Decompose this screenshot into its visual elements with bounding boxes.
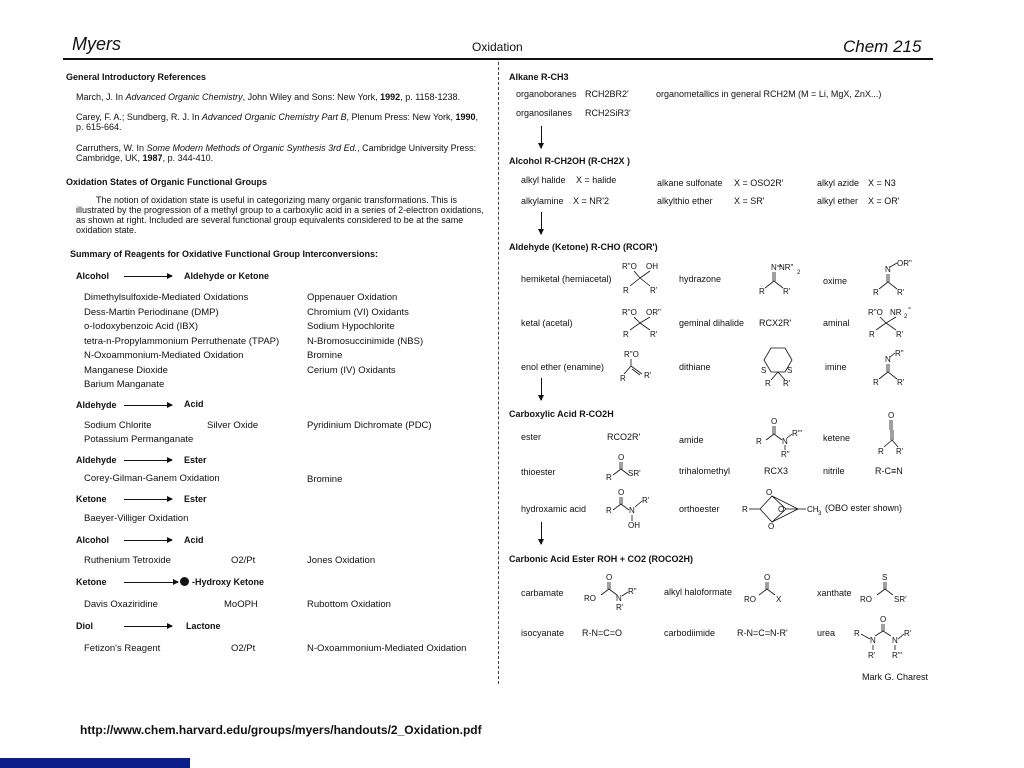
alcohol-item: X = N3 (868, 178, 896, 188)
t1-reagent: Cerium (IV) Oxidants (307, 365, 396, 376)
svg-text:R': R' (904, 629, 912, 638)
alcohol-item: X = OSO2R' (734, 178, 784, 188)
alcohol-heading: Alcohol R-CH2OH (R-CH2X ) (509, 156, 630, 166)
svg-text:N: N (771, 263, 777, 272)
course-name: Chem 215 (843, 37, 922, 56)
svg-text:N: N (892, 636, 898, 645)
alcohol-item: alkyl ether (817, 196, 859, 206)
reference-1: March, J. In Advanced Organic Chemistry, John Wiley and Sons: New York, 1992, p. 1158-1238. (76, 92, 461, 102)
svg-text:R: R (869, 330, 875, 339)
acid-item: ketene (823, 433, 851, 443)
svg-text:O: O (771, 417, 778, 426)
acid-item: orthoester (679, 504, 720, 514)
alcohol-item: alkyl halide (521, 175, 566, 185)
oxidation-states-paragraph: The notion of oxidation state is useful in categorizing many organic transformations. This is illustrated by the progression of a methyl group to a carboxylic acid in a series of 2-electron oxidations, as shown at right. Included are several functional group equivalents considered to be at the same oxidation state. (76, 195, 484, 235)
carbonic-item: alkyl haloformate (664, 587, 733, 597)
oxime-structure (873, 258, 919, 296)
aminal-structure (866, 306, 922, 338)
svg-text:R: R (623, 286, 629, 295)
t6-reagent: Rubottom Oxidation (307, 599, 391, 610)
acid-item: RCX3 (764, 466, 789, 476)
alkane-item: RCH2SiR3' (585, 108, 631, 118)
hydroxamic-acid-structure (604, 486, 664, 530)
svg-text:S: S (761, 366, 767, 375)
urea-structure (852, 614, 918, 660)
svg-text:X: X (776, 595, 782, 604)
t4-arrow (124, 499, 172, 500)
svg-text:CH: CH (807, 505, 819, 514)
progress-arrow (541, 126, 542, 148)
t7-reagent: O2/Pt (231, 643, 256, 654)
hemiketal-structure (620, 260, 664, 294)
acid-heading: Carboxylic Acid R-CO2H (509, 409, 614, 419)
carbonic-item: carbamate (521, 588, 564, 598)
alkane-item: organoboranes (516, 89, 577, 99)
t1-reagent: Oppenauer Oxidation (307, 292, 398, 303)
svg-text:R"O: R"O (622, 308, 637, 317)
svg-text:R': R' (783, 287, 791, 296)
alcohol-item: alkylamine (521, 196, 564, 206)
slide-accent-bar (0, 758, 190, 768)
svg-text:R"O: R"O (624, 350, 639, 359)
svg-text:R': R' (616, 603, 624, 612)
alcohol-item: X = halide (576, 175, 617, 185)
svg-text:R: R (759, 287, 765, 296)
haloformate-structure (744, 572, 790, 606)
acid-item: amide (679, 435, 704, 445)
svg-text:3: 3 (818, 511, 822, 517)
aldehyde-item: RCX2R' (759, 318, 792, 328)
t6-to: -Hydroxy Ketone (192, 577, 265, 587)
svg-text:R': R' (896, 447, 904, 456)
reference-3: Carruthers, W. In Some Modern Methods of Organic Synthesis 3rd Ed., Cambridge University Press: Cambridge, UK, 1987, p. 344-410. (76, 143, 477, 163)
carbonic-item: R-N=C=O (582, 628, 623, 638)
carbonic-heading: Carbonic Acid Ester ROH + CO2 (ROCO2H) (509, 554, 693, 564)
svg-text:N: N (870, 636, 876, 645)
t5-from: Alcohol (76, 535, 109, 545)
source-url[interactable]: http://www.chem.harvard.edu/groups/myers/handouts/2_Oxidation.pdf (80, 723, 482, 737)
svg-text:O: O (880, 615, 887, 624)
t7-reagent: N-Oxoammonium-Mediated Oxidation (307, 643, 467, 654)
svg-text:R: R (878, 447, 884, 456)
carbamate-structure (584, 572, 644, 612)
svg-text:R': R' (897, 288, 905, 297)
svg-text:R: R (620, 374, 626, 383)
acid-item: hydroxamic acid (521, 504, 587, 514)
svg-text:R': R' (650, 286, 658, 295)
document-title: Oxidation (472, 40, 523, 54)
alkane-item: organometallics in general RCH2M (M = Li, MgX, ZnX...) (656, 89, 882, 99)
svg-text:O: O (768, 522, 775, 531)
t3-arrow (124, 460, 172, 461)
t5-arrow (124, 540, 172, 541)
t1-reagent: Bromine (307, 350, 343, 361)
alcohol-item: alkylthio ether (657, 196, 713, 206)
t3-reagent: Bromine (307, 474, 343, 485)
t3-from: Aldehyde (76, 455, 117, 465)
t5-reagent: O2/Pt (231, 555, 256, 566)
svg-text:O: O (618, 453, 625, 462)
svg-text:O: O (606, 573, 613, 582)
author-credit: Mark G. Charest (862, 672, 929, 682)
svg-text:2: 2 (904, 314, 908, 320)
alcohol-item: X = NR'2 (573, 196, 609, 206)
acid-item: trihalomethyl (679, 466, 731, 476)
svg-text:'": '" (908, 308, 912, 314)
t6-arrow (124, 582, 178, 583)
svg-text:R"O: R"O (868, 308, 883, 317)
summary-heading: Summary of Reagents for Oxidative Functional Group Interconversions: (70, 249, 379, 259)
refs-heading: General Introductory References (66, 72, 207, 82)
svg-text:R: R (742, 505, 748, 514)
svg-text:O: O (766, 488, 773, 497)
svg-text:O: O (764, 573, 771, 582)
t3-reagent: Corey-Gilman-Ganem Oxidation (84, 473, 220, 484)
t1-reagent: N-Oxoammonium-Mediated Oxidation (84, 350, 244, 361)
aldehyde-item: oxime (823, 276, 848, 286)
svg-text:N: N (885, 355, 891, 364)
alkane-item: RCH2BR2' (585, 89, 629, 99)
svg-text:R': R' (642, 496, 650, 505)
svg-text:S: S (787, 366, 793, 375)
carbonic-item: carbodiimide (664, 628, 716, 638)
progress-arrow (541, 378, 542, 400)
svg-text:R': R' (650, 330, 658, 339)
carbonic-item: R-N=C=N-R' (737, 628, 788, 638)
t1-reagent: Dess-Martin Periodinane (DMP) (84, 307, 219, 318)
svg-text:2: 2 (797, 270, 801, 276)
hydrazone-structure (757, 262, 807, 296)
acid-item: (OBO ester shown) (825, 503, 903, 513)
alcohol-item: X = OR' (868, 196, 900, 206)
t7-to: Lactone (186, 621, 221, 631)
t1-reagent: Sodium Hypochlorite (307, 321, 395, 332)
svg-text:RO: RO (860, 595, 872, 604)
svg-text:N: N (629, 506, 635, 515)
svg-text:OR": OR" (897, 259, 912, 268)
imine-structure (873, 348, 913, 388)
xanthate-structure (860, 572, 914, 606)
thioester-structure (604, 452, 654, 482)
enol-ether-structure (620, 348, 660, 384)
svg-text:R': R' (896, 330, 904, 339)
svg-text:R"O: R"O (622, 262, 637, 271)
svg-text:OH: OH (646, 262, 658, 271)
svg-text:R: R (606, 473, 612, 482)
t1-arrow (124, 276, 172, 277)
svg-text:N: N (782, 437, 788, 446)
svg-text:OH: OH (628, 521, 640, 530)
acid-item: RCO2R' (607, 432, 641, 442)
t3-to: Ester (184, 455, 207, 465)
svg-text:R: R (873, 378, 879, 387)
svg-text:R: R (873, 288, 879, 297)
t4-from: Ketone (76, 494, 107, 504)
svg-text:RO: RO (744, 595, 756, 604)
t2-reagent: Silver Oxide (207, 420, 259, 431)
svg-text:O: O (618, 488, 625, 497)
t6-from: Ketone (76, 577, 107, 587)
aldehyde-item: ketal (acetal) (521, 318, 573, 328)
svg-text:R": R" (781, 450, 790, 459)
aldehyde-item: dithiane (679, 362, 711, 372)
t7-from: Diol (76, 621, 93, 631)
alkane-heading: Alkane R-CH3 (509, 72, 569, 82)
t1-reagent: N-Bromosuccinimide (NBS) (307, 336, 424, 347)
column-divider (498, 62, 499, 684)
carbonic-item: isocyanate (521, 628, 565, 638)
svg-text:R: R (606, 506, 612, 515)
t1-from: Alcohol (76, 271, 109, 281)
t1-reagent: Dimethylsulfoxide-Mediated Oxidations (84, 292, 249, 303)
t2-from: Aldehyde (76, 400, 117, 410)
t2-reagent: Sodium Chlorite (84, 420, 152, 431)
t2-reagent: Pyridinium Dichromate (PDC) (307, 420, 432, 431)
svg-text:R': R' (897, 378, 905, 387)
svg-text:R'": R'" (792, 429, 803, 438)
t6-reagent: MoOPH (224, 599, 258, 610)
amide-structure (752, 414, 808, 458)
t4-to: Ester (184, 494, 207, 504)
svg-text:R": R" (895, 349, 904, 358)
svg-text:O: O (888, 411, 895, 420)
author-name: Myers (72, 34, 121, 54)
svg-text:R': R' (644, 371, 652, 380)
alkane-item: organosilanes (516, 108, 573, 118)
svg-text:N: N (885, 265, 891, 274)
svg-text:R: R (623, 330, 629, 339)
svg-text:RO: RO (584, 594, 596, 603)
carbonic-item: urea (817, 628, 836, 638)
aldehyde-item: aminal (823, 318, 850, 328)
aldehyde-item: hemiketal (hemiacetal) (521, 274, 612, 284)
t4-reagent: Baeyer-Villiger Oxidation (84, 513, 189, 524)
svg-text:S: S (882, 573, 888, 582)
dithiane-structure (757, 342, 801, 388)
ketene-structure (862, 410, 902, 456)
svg-text:R: R (765, 379, 771, 388)
t1-reagent: Manganese Dioxide (84, 365, 168, 376)
svg-text:R': R' (783, 379, 791, 388)
aldehyde-item: geminal dihalide (679, 318, 745, 328)
t7-arrow (124, 626, 172, 627)
svg-text:OR": OR" (646, 308, 661, 317)
acid-item: R-C≡N (875, 466, 903, 476)
reference-2: Carey, F. A.; Sundberg, R. J. In Advanced Organic Chemistry Part B, Plenum Press: New York, 1990, p. 615-664. (76, 112, 479, 132)
oxidation-states-heading: Oxidation States of Organic Functional Groups (66, 177, 268, 187)
svg-text:R: R (854, 629, 860, 638)
progress-arrow (541, 522, 542, 544)
t1-reagent: tetra-n-Propylammonium Perruthenate (TPAP) (84, 336, 280, 347)
header-rule (63, 58, 933, 60)
t1-reagent: Chromium (VI) Oxidants (307, 307, 409, 318)
t5-to: Acid (184, 535, 204, 545)
t2-reagent: Potassium Permanganate (84, 434, 194, 445)
svg-text:R"': R"' (892, 651, 903, 660)
svg-text:O: O (778, 505, 785, 514)
t2-arrow (124, 405, 172, 406)
aldehyde-item: imine (825, 362, 847, 372)
svg-text:NR": NR" (779, 263, 794, 272)
alcohol-item: alkane sulfonate (657, 178, 723, 188)
alcohol-item: X = SR' (734, 196, 765, 206)
alcohol-item: alkyl azide (817, 178, 860, 188)
acid-item: thioester (521, 467, 556, 477)
t2-to: Acid (184, 399, 204, 409)
svg-text:R": R" (628, 587, 637, 596)
progress-arrow (541, 212, 542, 234)
t1-reagent: Barium Manganate (84, 379, 165, 390)
svg-text:N: N (616, 594, 622, 603)
aldehyde-item: hydrazone (679, 274, 722, 284)
t5-reagent: Jones Oxidation (307, 555, 376, 566)
ketal-structure (620, 306, 666, 338)
svg-text:SR': SR' (894, 595, 907, 604)
t1-reagent: o-Iodoxybenzoic Acid (IBX) (84, 321, 199, 332)
acid-item: ester (521, 432, 542, 442)
aldehyde-heading: Aldehyde (Ketone) R-CHO (RCOR') (509, 242, 658, 252)
svg-text:NR: NR (890, 308, 902, 317)
t5-reagent: Ruthenium Tetroxide (84, 555, 171, 566)
t7-reagent: Fetizon's Reagent (84, 643, 161, 654)
orthoester-structure (740, 488, 824, 530)
carbonic-item: xanthate (817, 588, 852, 598)
aldehyde-item: enol ether (enamine) (521, 362, 605, 372)
t6-reagent: Davis Oxaziridine (84, 599, 158, 610)
acid-item: nitrile (823, 466, 845, 476)
svg-text:R': R' (868, 651, 876, 660)
svg-text:SR': SR' (628, 469, 641, 478)
t1-to: Aldehyde or Ketone (184, 271, 270, 281)
alpha-blot-icon (180, 577, 189, 586)
svg-text:R: R (756, 437, 762, 446)
